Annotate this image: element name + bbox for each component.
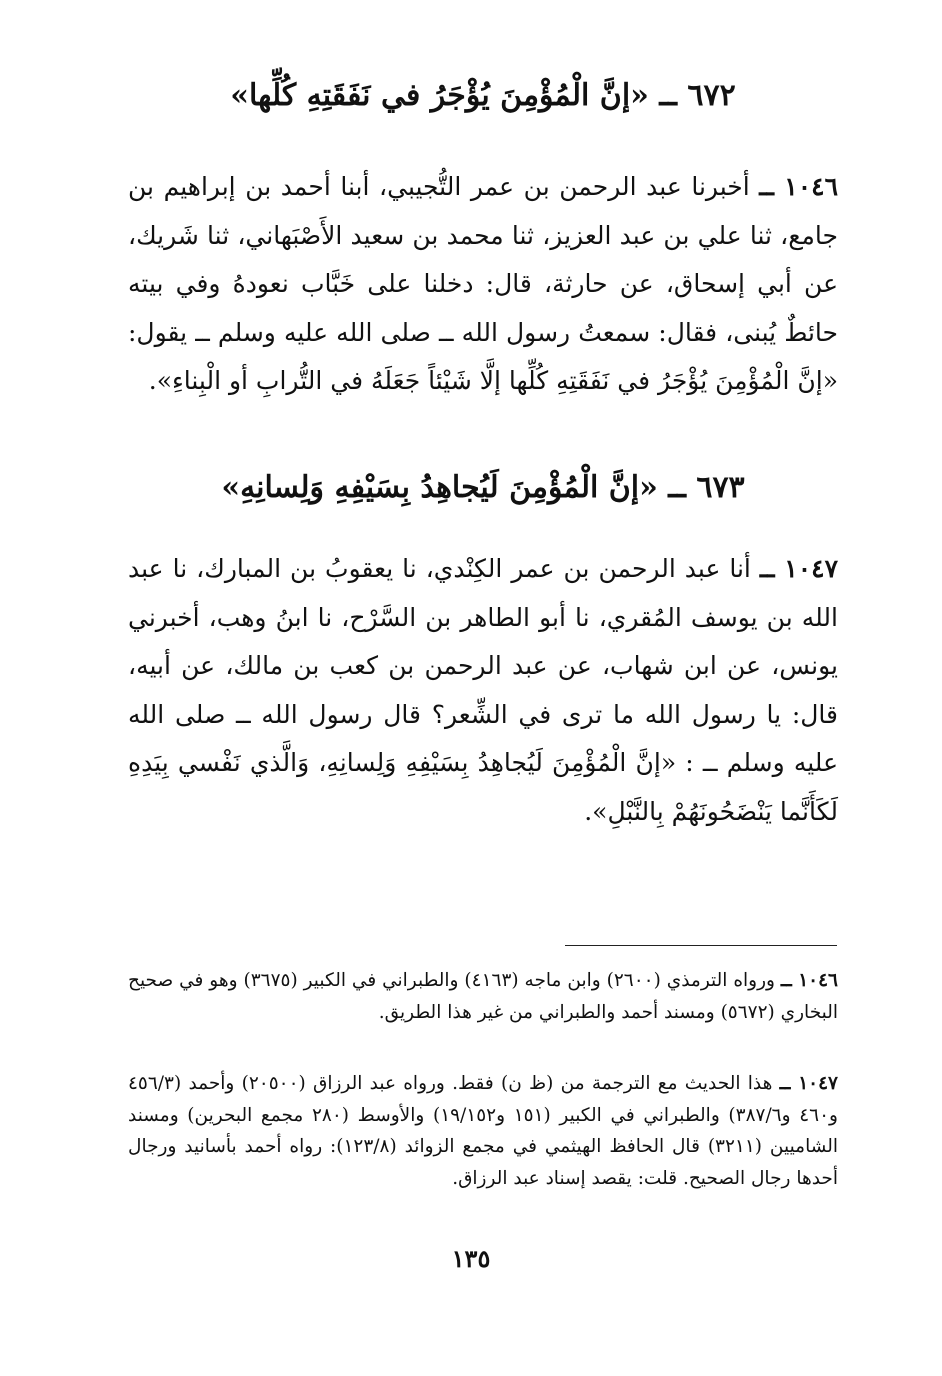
footnote-divider bbox=[565, 945, 837, 946]
footnote-1047 bbox=[128, 1068, 838, 1194]
footnote-number: ١٠٤٦ ــ bbox=[780, 970, 838, 991]
hadith-1046 bbox=[128, 163, 838, 406]
hadith-1047 bbox=[128, 545, 838, 836]
hadith-number: ١٠٤٦ ــ bbox=[759, 172, 838, 201]
page-number: ١٣٥ bbox=[451, 1244, 491, 1273]
hadith-text: أخبرنا عبد الرحمن بن عمر التُّجيبي، أبنا أحمد بن إبراهيم بن جامع، ثنا علي بن عبد العزيز، ثنا محمد بن سعيد الأَصْبَهاني، ثنا شَريك، عن أبي إسحاق، عن حارثة، قال: دخلنا على خَبَّاب نعودهُ وفي بيته حائطٌ يُبنى، فقال: سمعتُ رسول الله ــ صلى الله عليه وسلم ــ يقول: «إنَّ الْمُؤْمِنَ يُؤْجَرُ في نَفَقَتِهِ كُلِّها إلَّا شَيْئاً جَعَلَهُ في التُّرابِ أو الْبِناءِ». bbox=[128, 172, 838, 395]
hadith-text: أنا عبد الرحمن بن عمر الكِنْدي، نا يعقوبُ بن المبارك، نا عبد الله بن يوسف المُقري، نا أبو الطاهر بن السَّرْح، نا ابنُ وهب، أخبرني يونس، عن ابن شهاب، عن عبد الرحمن بن كعب بن مالك، عن أبيه، قال: يا رسول الله ما ترى في الشِّعر؟ قال رسول الله ــ صلى الله عليه وسلم ــ : «إنَّ الْمُؤْمِنَ لَيُجاهِدُ بِسَيْفِهِ وَلِسانِهِ، وَالَّذي نَفْسي بِيَدِهِ لَكَأَنَّما يَنْضَحُونَهُمْ بِالنَّبْلِ». bbox=[128, 554, 838, 826]
chapter-heading-673: ٦٧٣ ــ «إنَّ الْمُؤْمِنَ لَيُجاهِدُ بِسَيْفِهِ وَلِسانِهِ» bbox=[221, 470, 745, 505]
footnote-text: هذا الحديث مع الترجمة من (ظ ن) فقط. ورواه عبد الرزاق (٢٠٥٠٠) وأحمد (٤٥٦/٣ و٤٦٠ و٣٨٧/٦) والطبراني في الكبير (١٥١ و١٩/١٥٢) والأوسط (٢٨٠ مجمع البحرين) ومسند الشاميين (٣٢١١) قال الحافظ الهيثمي في مجمع الزوائد (١٢٣/٨): رواه أحمد بأسانيد ورجال أحدها رجال الصحيح. قلت: يقصد إسناد عبد الرزاق. bbox=[128, 1073, 838, 1189]
footnote-1046 bbox=[128, 965, 838, 1028]
chapter-heading-672: ٦٧٢ ــ «إنَّ الْمُؤْمِنَ يُؤْجَرُ في نَفَقَتِهِ كُلِّها» bbox=[230, 78, 736, 113]
hadith-number: ١٠٤٧ ــ bbox=[759, 554, 839, 583]
footnote-number: ١٠٤٧ ــ bbox=[779, 1073, 838, 1094]
footnote-text: ورواه الترمذي (٢٦٠٠) وابن ماجه (٤١٦٣) والطبراني في الكبير (٣٦٧٥) وهو في صحيح البخاري (٥٦٧٢) ومسند أحمد والطبراني من غير هذا الطريق. bbox=[128, 970, 838, 1023]
